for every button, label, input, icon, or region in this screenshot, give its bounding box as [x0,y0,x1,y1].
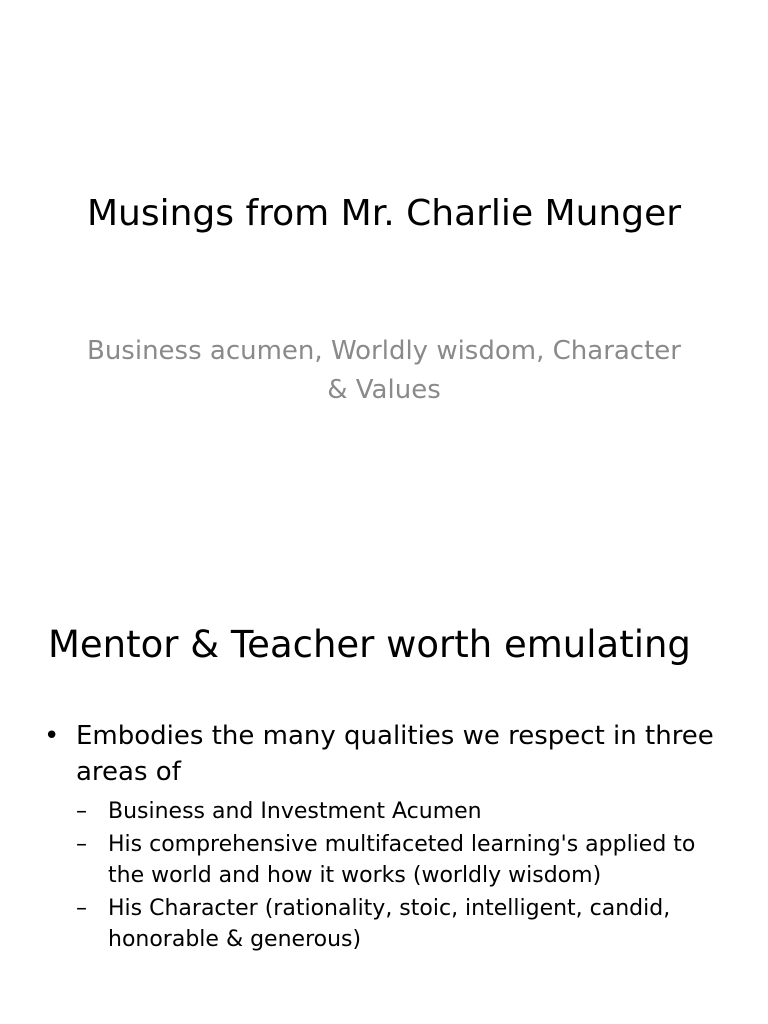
sub-bullet-text: His comprehensive multifaceted learning's applied to the world and how it works (worldly wisdom) [108,832,696,888]
slide-subtitle: Business acumen, Worldly wisdom, Character & Values [86,336,681,405]
bullet-item [40,718,730,955]
sub-bullet-item [76,796,730,827]
sub-bullet-list [76,796,730,955]
bullet-list [40,718,730,955]
slide-title: Musings from Mr. Charlie Munger [86,193,682,234]
dash-icon: – [76,799,87,824]
sub-bullet-item [76,893,730,955]
sub-bullet-text: Business and Investment Acumen [108,799,482,824]
bullet-text: Embodies the many qualities we respect in three areas of [76,721,714,787]
slide-heading: Mentor & Teacher worth emulating [48,623,691,666]
sub-bullet-text: His Character (rationality, stoic, intelligent, candid, honorable & generous) [108,896,671,952]
dash-icon: – [76,896,87,921]
bullet-dot-icon: • [44,721,60,751]
sub-bullet-item [76,829,730,891]
content-slide [0,576,768,1024]
dash-icon: – [76,832,87,857]
